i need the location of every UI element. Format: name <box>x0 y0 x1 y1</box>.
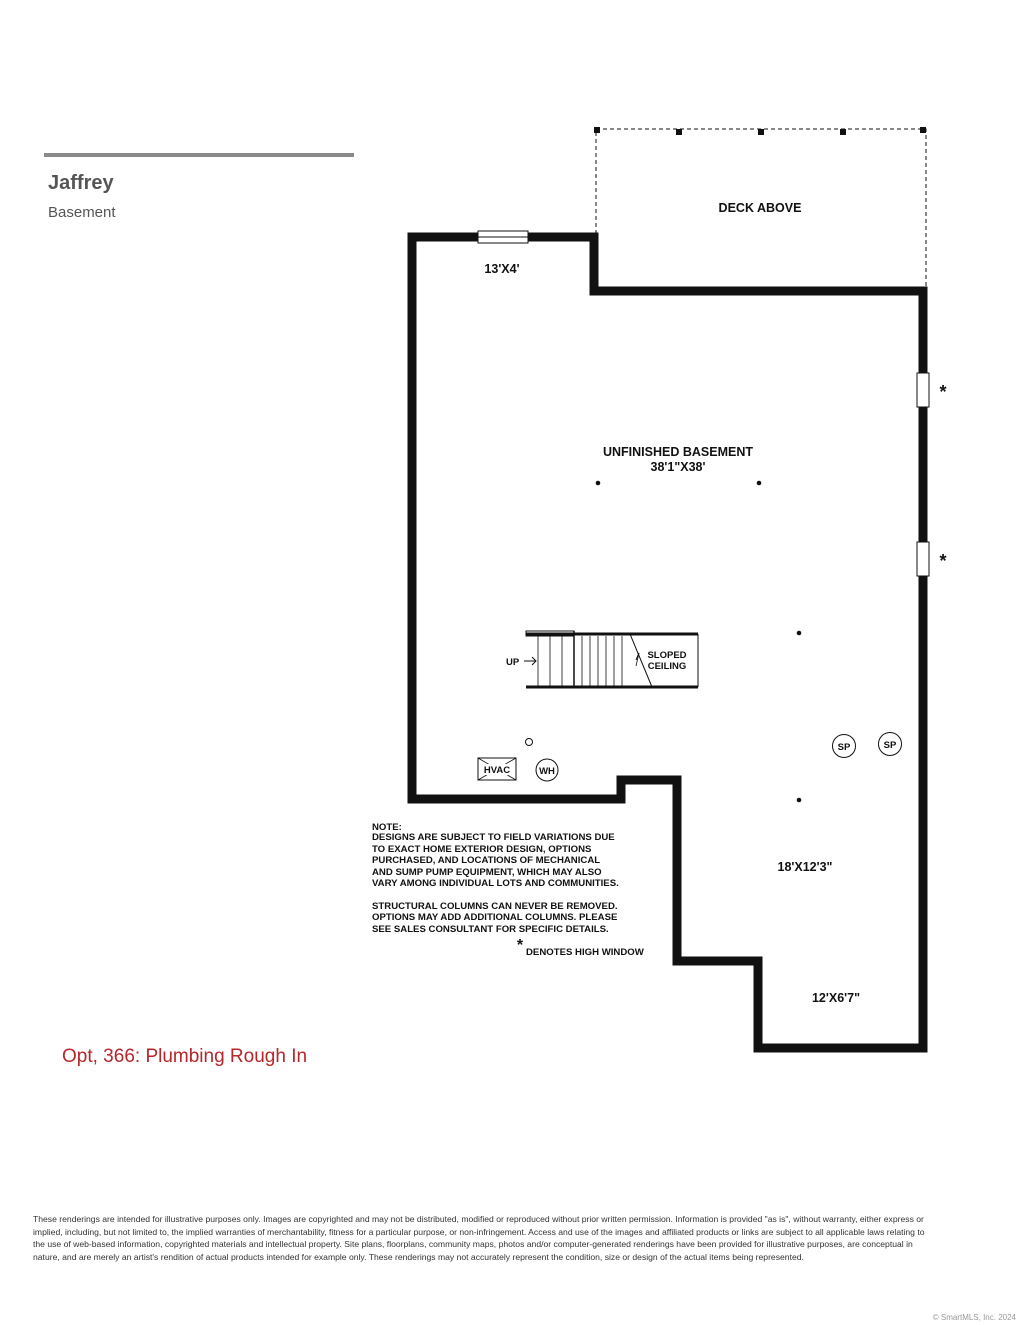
sump-pump-1-label: SP <box>837 742 851 753</box>
sloped-ceiling-line1: SLOPED <box>647 650 687 661</box>
note-line: PURCHASED, AND LOCATIONS OF MECHANICAL <box>372 855 601 866</box>
note-line: AND SUMP PUMP EQUIPMENT, WHICH MAY ALSO <box>372 867 602 878</box>
room-main-size: 38'1"X38' <box>650 460 706 474</box>
note-line: STRUCTURAL COLUMNS CAN NEVER BE REMOVED. <box>372 901 618 912</box>
deck-label: DECK ABOVE <box>718 201 802 215</box>
copyright: © SmartMLS, Inc. 2024 <box>932 1313 1016 1322</box>
high-window-2 <box>917 542 929 576</box>
option-label: Opt, 366: Plumbing Rough In <box>62 1046 308 1067</box>
disclaimer: These renderings are intended for illustrative purposes only. Images are copyrighted and may not be distributed, modified or reproduced without prior written permission. Information is provided "as is", without warranty, either express or implied, including, but not limited to, the implied warranties of merchantability, fitness for a particular purpose, or non-infringement. Access and use of the images and affiliated products or links are subject to all applicable laws relating to the use of web-based information, copyrighted materials and intellectual property. Site plans, floorplans, community maps, photos and/or computer-generated renderings have been provided for illustrative purposes, are conceptual in nature, and are merely an artist's rendition of actual products intended for example only. These renderings may not accurately represent the condition, size or design of the actual items being represented. <box>33 1214 925 1262</box>
note-line: NOTE: <box>372 822 402 833</box>
water-heater-label: WH <box>539 766 555 777</box>
legend-text: DENOTES HIGH WINDOW <box>526 947 644 958</box>
high-window-mark-1: * <box>939 382 947 402</box>
hvac-label: HVAC <box>483 765 511 776</box>
note-line: SEE SALES CONSULTANT FOR SPECIFIC DETAILS. <box>372 924 609 935</box>
high-window-mark-2: * <box>939 551 947 571</box>
note-line: OPTIONS MAY ADD ADDITIONAL COLUMNS. PLEASE <box>372 912 618 923</box>
room-main-name: UNFINISHED BASEMENT <box>602 445 754 459</box>
room-bottom-size: 12'X6'7" <box>811 991 861 1005</box>
sloped-ceiling-line2: CEILING <box>647 661 687 672</box>
room-right-size: 18'X12'3" <box>777 860 833 874</box>
stair-up-label: UP <box>506 657 520 668</box>
sump-pump-2-label: SP <box>883 740 897 751</box>
room-top-size: 13'X4' <box>484 262 520 276</box>
high-window-1 <box>917 373 929 407</box>
legend-asterisk: * <box>516 937 524 954</box>
note-line: VARY AMONG INDIVIDUAL LOTS AND COMMUNITIES. <box>372 878 619 889</box>
plan-note <box>372 822 645 958</box>
plan-subtitle: Basement <box>48 204 116 221</box>
note-line: TO EXACT HOME EXTERIOR DESIGN, OPTIONS <box>372 844 592 855</box>
note-line: DESIGNS ARE SUBJECT TO FIELD VARIATIONS DUE <box>372 832 615 843</box>
plan-title: Jaffrey <box>48 172 114 194</box>
plumbing-rough-in-icon <box>526 739 533 746</box>
